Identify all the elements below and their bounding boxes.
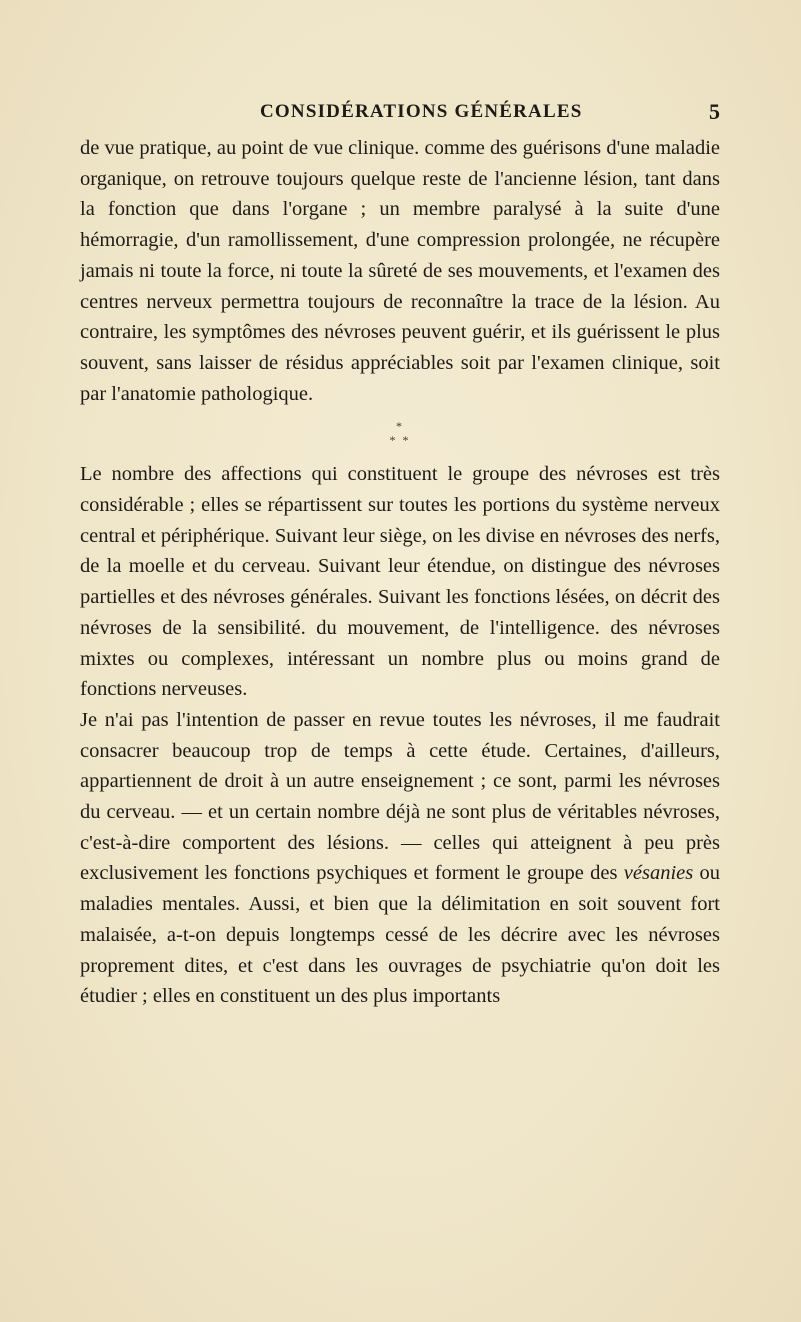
paragraph-3 <box>80 705 720 1012</box>
paragraph-1: de vue pratique, au point de vue clinique. comme des guérisons d'une maladie organique, on retrouve toujours quelque reste de l'ancienne lésion, tant dans la fonction que dans l'organe ; un membre paralysé à la suite d'une hémorragie, d'un ramollissement, d'une compression prolongée, ne récupère jamais ni toute la force, ni toute la sûreté de ses mouvements, et l'examen des centres nerveux permettra toujours de reconnaître la trace de la lésion. Au contraire, les symptômes des névroses peuvent guérir, et ils guérissent le plus souvent, sans laisser de résidus appréciables soit par l'examen clinique, soit par l'anatomie pathologique. <box>80 137 720 405</box>
paragraph-3-italic-term: vésanies <box>623 862 694 885</box>
paragraph-3-part-1: Je n'ai pas l'intention de passer en revue toutes les névroses, il me faudrait consacrer beaucoup trop de temps à cette étude. Certaines, d'ailleurs, appartiennent de droit à un autre enseignement ; ce sont, parmi les névroses du cerveau. — et un certain nombre déjà ne sont plus de véritables névroses, c'est-à-dire comportent des lésions. — celles qui atteignent à peu près exclusivement les fonctions psychiques et forment le groupe des <box>80 708 720 885</box>
asterism-top: * <box>396 419 404 434</box>
asterism-bottom: * * <box>389 433 411 448</box>
body-text <box>80 133 720 1012</box>
paragraph-3-part-2: ou maladies mentales. Aussi, et bien que la délimitation en soit souvent fort malaisée, a-t-on depuis longtemps cessé de les décrire avec les névroses proprement dites, et c'est dans les ouvrages de psychiatrie qu'on doit les étudier ; elles en constituent un des plus importants <box>80 862 721 1008</box>
paragraph-2: Le nombre des affections qui constituent le groupe des névroses est très considérable ; elles se répartissent sur toutes les portions du système nerveux central et périphérique. Suivant leur siège, on les divise en névroses des nerfs, de la moelle et du cerveau. Suivant leur étendue, on distingue des névroses partielles et des névroses générales. Suivant les fonctions lésées, on décrit des névroses de la sensibilité. du mouvement, de l'intelligence. des névroses mixtes ou complexes, intéressant un nombre plus ou moins grand de fonctions nerveuses. <box>80 463 720 701</box>
running-head: CONSIDÉRATIONS GÉNÉRALES <box>260 101 583 122</box>
page-number: 5 <box>709 99 720 124</box>
asterism-divider <box>80 409 720 459</box>
page-header <box>80 101 720 131</box>
